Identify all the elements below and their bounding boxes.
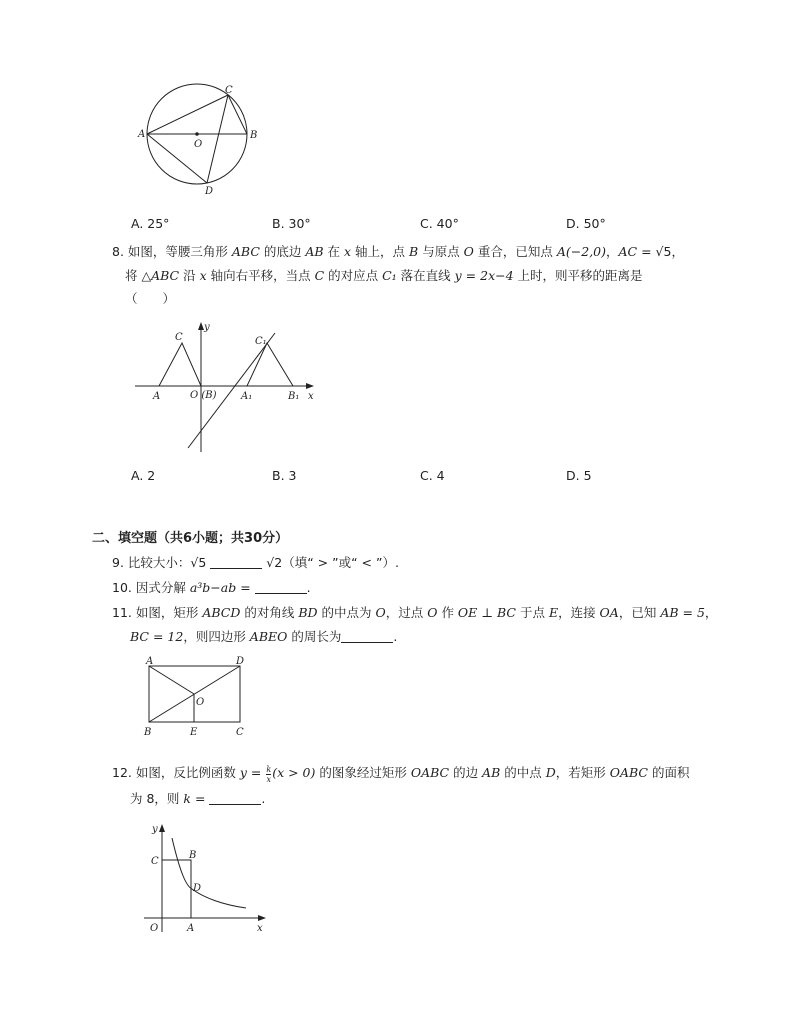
q9-answer-blank[interactable] xyxy=(210,556,262,569)
q7-option-d: D. 50° xyxy=(566,216,606,231)
q8-option-a: A. 2 xyxy=(131,468,156,483)
q8-label-c: C xyxy=(175,332,183,343)
q7-label-c: C xyxy=(225,85,233,96)
q8-x-axis-arrow xyxy=(306,383,314,389)
q7-label-a: A xyxy=(138,129,146,140)
q8-triangle-abc xyxy=(159,343,201,386)
q11-segment-ao xyxy=(149,666,194,694)
q10-line: 10. 因式分解 a³b−ab = . xyxy=(112,580,311,595)
q7-option-b: B. 30° xyxy=(272,216,311,231)
q12-hyperbola-figure xyxy=(144,820,269,935)
q7-circle-figure xyxy=(135,85,265,200)
q11-line-1: 11. 如图，矩形 ABCD 的对角线 BD 的中点为 O，过点 O 作 OE ⊥ BC 于点 E，连接 OA，已知 AB = 5， xyxy=(112,605,718,620)
q12-label-c: C xyxy=(151,856,159,867)
q7-label-o: O xyxy=(194,139,203,150)
q12-label-b: B xyxy=(189,850,197,861)
q12-label-o: O xyxy=(150,923,159,934)
q8-option-b: B. 3 xyxy=(272,468,297,483)
q11-label-a: A xyxy=(146,656,154,667)
q12-fraction: $\frac{k}{x}$ xyxy=(266,765,272,784)
q10-answer-blank[interactable] xyxy=(255,581,307,594)
q11-label-d: D xyxy=(236,656,245,667)
q7-option-c: C. 40° xyxy=(420,216,459,231)
q8-label-x: x xyxy=(308,391,314,402)
q12-answer-blank[interactable] xyxy=(209,792,261,805)
section-2-title: 二、填空题（共6小题；共30分） xyxy=(92,531,289,546)
q8-line-2: 将 △ABC 沿 x 轴向右平移，当点 C 的对应点 C₁ 落在直线 y = 2x−4 上时，则平移的距离是 xyxy=(125,268,643,283)
q9-line: 9. 比较大小：√5 √2（填“ > ”或“ < ”）. xyxy=(112,555,399,570)
q7-option-a: A. 25° xyxy=(131,216,170,231)
q8-label-a: A xyxy=(153,391,161,402)
q7-segment-cb xyxy=(228,95,247,134)
q11-label-e: E xyxy=(190,727,198,738)
q11-answer-blank[interactable] xyxy=(341,630,393,643)
q7-label-b: B xyxy=(250,130,258,141)
q7-label-d: D xyxy=(205,186,214,197)
q12-label-d: D xyxy=(193,883,202,894)
q7-segment-cd xyxy=(207,95,228,183)
q8-label-ob: O (B) xyxy=(190,390,217,401)
q8-label-y: y xyxy=(204,322,210,333)
q8-answer-bracket: （ ） xyxy=(125,291,176,306)
q12-hyperbola-curve xyxy=(172,838,246,908)
q8-line-1: 8. 如图，等腰三角形 ABC 的底边 AB 在 x 轴上，点 B 与原点 O 重合，已知点 A(−2,0)，AC = √5， xyxy=(112,244,684,259)
q8-option-d: D. 5 xyxy=(566,468,592,483)
q11-label-c: C xyxy=(236,727,244,738)
q8-triangle-a1b1c1 xyxy=(247,343,293,386)
q12-label-y: y xyxy=(152,824,158,835)
q11-label-b: B xyxy=(144,727,152,738)
q8-label-c1: C₁ xyxy=(255,336,267,347)
q12-y-axis-arrow xyxy=(159,824,165,832)
q8-coordinate-figure xyxy=(130,318,330,458)
q12-rectangle-oabc xyxy=(162,860,191,918)
q12-line-2: 为 8，则 k = . xyxy=(130,791,266,806)
q11-rectangle-figure xyxy=(142,657,252,739)
q12-line-1: 12. 如图，反比例函数 y = $\frac{k}{x}$ (x > 0) 的图象经过矩形 OABC 的边 AB 的中点 D，若矩形 OABC 的面积 xyxy=(112,765,690,784)
q11-line-2: BC = 12，则四边形 ABEO 的周长为 . xyxy=(130,629,398,644)
q8-label-b1: B₁ xyxy=(288,391,300,402)
q8-option-c: C. 4 xyxy=(420,468,445,483)
q8-label-a1: A₁ xyxy=(241,391,253,402)
q7-center-point xyxy=(195,132,199,136)
q11-label-o: O xyxy=(196,697,205,708)
q12-x-axis-arrow xyxy=(258,915,266,921)
q12-label-a: A xyxy=(187,923,195,934)
q12-label-x: x xyxy=(257,923,263,934)
